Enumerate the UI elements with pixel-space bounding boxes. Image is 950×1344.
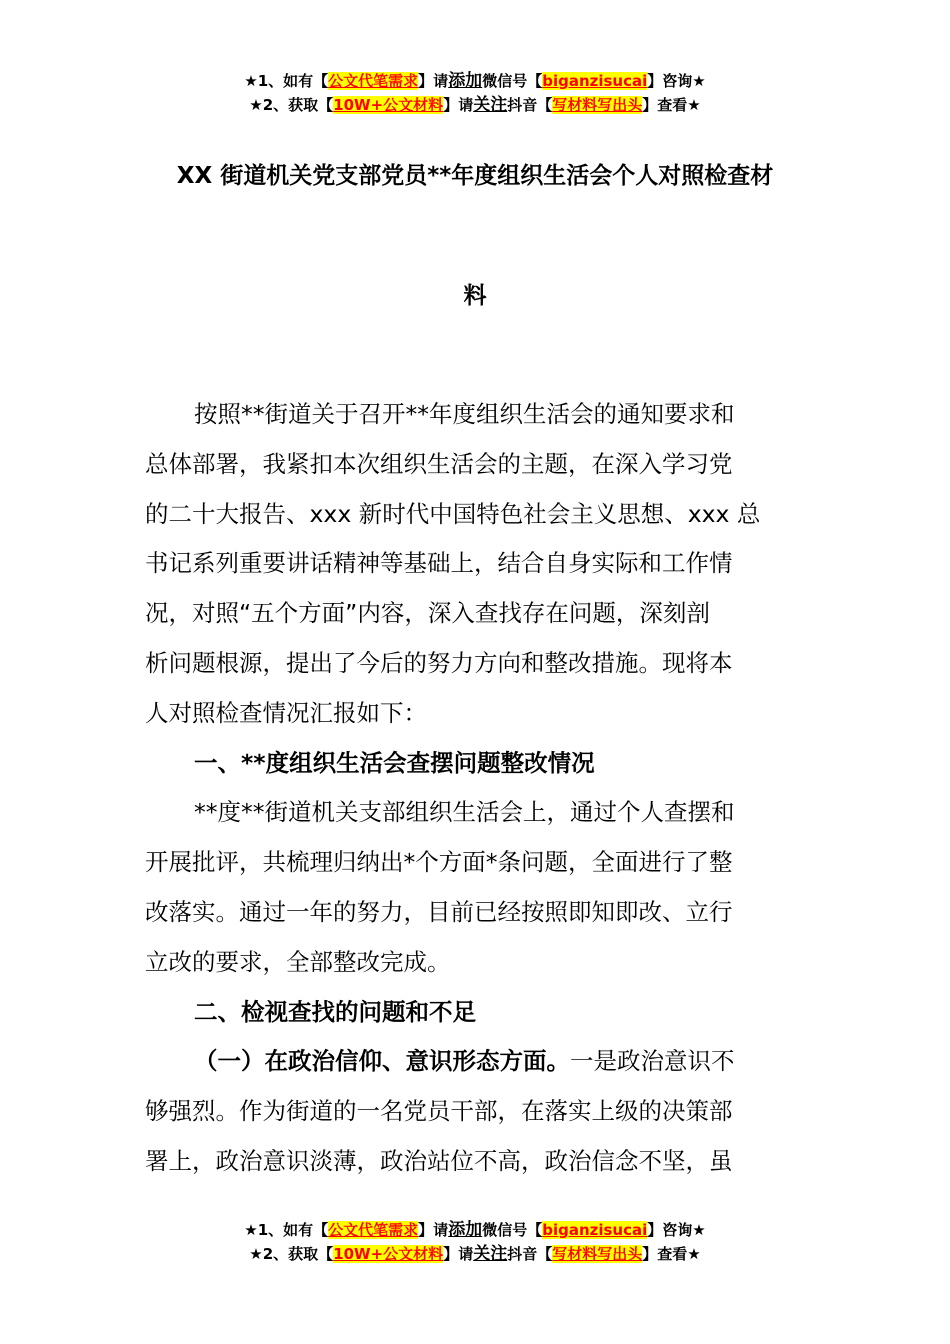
paragraph-line: 按照**街道关于召开**年度组织生活会的通知要求和 [194, 400, 735, 428]
top-banner [0, 69, 950, 117]
paragraph-line: **度**街道机关支部组织生活会上，通过个人查摆和 [194, 798, 735, 827]
section-heading: 一、**度组织生活会查摆问题整改情况 [194, 748, 595, 777]
banner-line-2: ★2、获取【10W+公文材料】请关注抖音【写材料写出头】查看★ [249, 95, 701, 115]
paragraph-line: 立改的要求，全部整改完成。 [145, 947, 451, 976]
paragraph-text: 一是政治意识不 [570, 1047, 735, 1076]
document-title-cont: 料 [463, 283, 487, 309]
subsection-heading: （一）在政治信仰、意识形态方面。 [194, 1047, 570, 1076]
banner-line-1: ★1、如有【公文代笔需求】请添加微信号【biganzisucai】咨询★ [244, 1220, 706, 1240]
paragraph-line: 的二十大报告、xxx 新时代中国特色社会主义思想、xxx 总 [145, 499, 761, 528]
document-body [145, 390, 810, 1187]
paragraph-line: 署上，政治意识淡薄，政治站位不高，政治信念不坚，虽 [145, 1146, 733, 1175]
paragraph-line: 开展批评，共梳理归纳出*个方面*条问题，全面进行了整 [145, 848, 733, 877]
banner-line-1: ★1、如有【公文代笔需求】请添加微信号【biganzisucai】咨询★ [244, 71, 706, 91]
document-title: XX 街道机关党支部党员**年度组织生活会个人对照检查材 [176, 163, 774, 189]
paragraph-line: 书记系列重要讲话精神等基础上，结合自身实际和工作情 [145, 549, 733, 578]
paragraph-line: 人对照检查情况汇报如下： [145, 698, 427, 727]
paragraph-line: 况，对照“五个方面”内容，深入查找存在问题，深刻剖 [145, 599, 710, 628]
bottom-banner [0, 1218, 950, 1266]
banner-line-2: ★2、获取【10W+公文材料】请关注抖音【写材料写出头】查看★ [249, 1244, 701, 1264]
paragraph-line: 析问题根源，提出了今后的努力方向和整改措施。现将本 [145, 648, 733, 677]
paragraph-line: 总体部署，我紧扣本次组织生活会的主题，在深入学习党 [145, 449, 733, 478]
paragraph-line [145, 1037, 810, 1087]
paragraph-line: 改落实。通过一年的努力，目前已经按照即知即改、立行 [145, 897, 733, 926]
section-heading: 二、检视查找的问题和不足 [194, 997, 476, 1026]
paragraph-line: 够强烈。作为街道的一名党员干部，在落实上级的决策部 [145, 1097, 733, 1126]
